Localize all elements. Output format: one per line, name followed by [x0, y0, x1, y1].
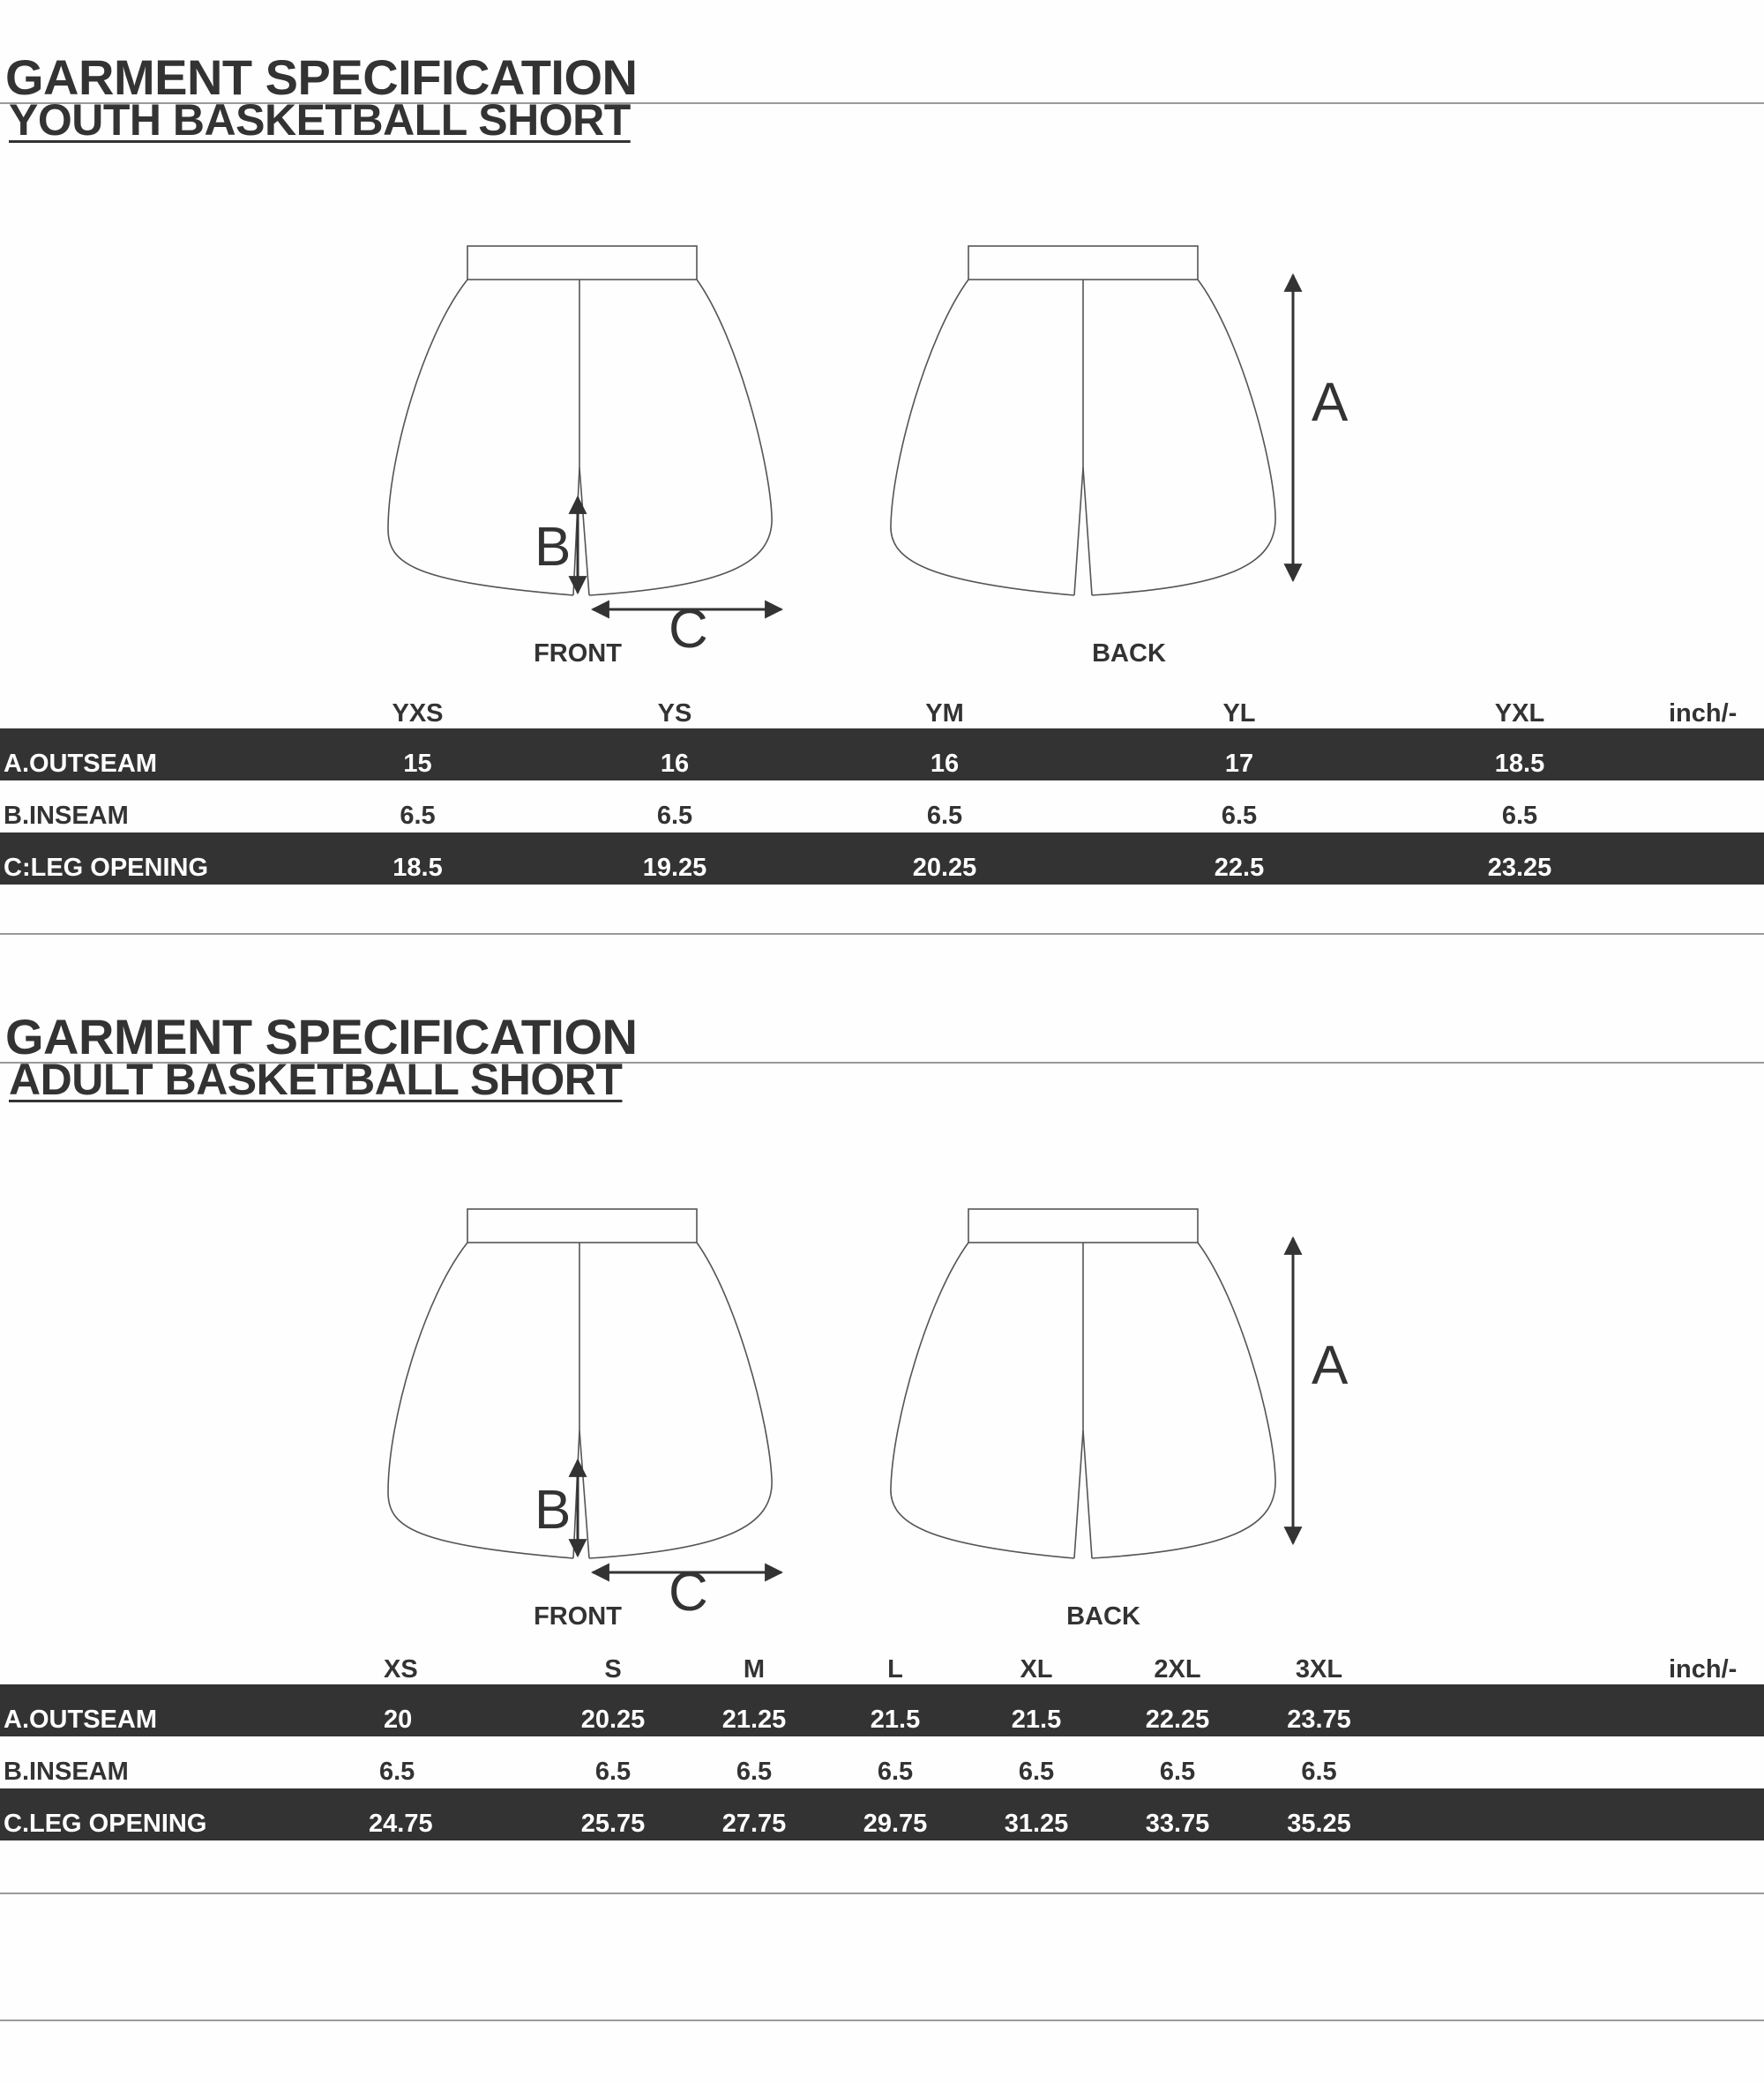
size-header: 2XL	[1154, 1655, 1201, 1684]
dim-letter-b: B	[534, 1480, 572, 1541]
table-cell: 22.5	[1214, 854, 1265, 882]
table-cell: 21.5	[1011, 1706, 1062, 1734]
row-label: A.OUTSEAM	[4, 750, 157, 778]
dim-letter-c: C	[669, 599, 708, 660]
section-subtitle: ADULT BASKETBALL SHORT	[9, 1055, 623, 1104]
table-cell-empty	[1390, 1788, 1665, 1840]
table-cell: 23.25	[1487, 854, 1552, 882]
table-cell-empty	[1390, 1684, 1665, 1736]
table-cell: 15	[403, 750, 432, 778]
table-row	[0, 1736, 1764, 1788]
table-cell: 23.75	[1287, 1706, 1351, 1734]
section-subtitle: YOUTH BASKETBALL SHORT	[9, 95, 631, 145]
header-blank	[0, 698, 271, 728]
section-title: GARMENT SPECIFICATION	[5, 1009, 638, 1064]
table-cell: 6.5	[594, 1758, 632, 1786]
size-header-row	[0, 1654, 1764, 1684]
front-short-outline	[388, 1209, 772, 1558]
size-header-row	[0, 698, 1764, 728]
table-cell: 16	[660, 750, 690, 778]
table-cell: 20.25	[912, 854, 977, 882]
size-header: XS	[384, 1655, 418, 1684]
size-header: YXS	[392, 699, 444, 728]
table-row	[0, 780, 1764, 832]
row-label: B.INSEAM	[4, 1758, 129, 1786]
header-blank	[0, 1654, 259, 1684]
front-short-outline	[388, 246, 772, 595]
table-cell: 6.5	[736, 1758, 773, 1786]
size-header: M	[743, 1655, 766, 1684]
table-row	[0, 1684, 1764, 1736]
table-cell: 35.25	[1287, 1810, 1351, 1838]
adult-spec-section	[0, 959, 1764, 1921]
table-cell: 22.25	[1145, 1706, 1210, 1734]
size-chart-table	[0, 698, 1764, 885]
table-cell: 6.5	[926, 802, 963, 830]
size-header: XL	[1020, 1655, 1053, 1684]
section-end-rule	[0, 1893, 1764, 1894]
table-cell: 6.5	[1018, 1758, 1055, 1786]
table-cell-empty	[1665, 1736, 1764, 1788]
row-label: B.INSEAM	[4, 802, 129, 830]
table-cell: 29.75	[863, 1810, 928, 1838]
table-cell: 18.5	[1494, 750, 1545, 778]
size-header: YL	[1222, 699, 1256, 728]
dim-letter-c: C	[669, 1562, 708, 1623]
section-end-rule	[0, 933, 1764, 935]
table-cell: 6.5	[400, 802, 436, 830]
table-cell: 6.5	[379, 1758, 415, 1786]
section-title: GARMENT SPECIFICATION	[5, 49, 638, 105]
row-label: A.OUTSEAM	[4, 1706, 157, 1734]
table-cell: 18.5	[392, 854, 443, 882]
table-cell-empty	[1390, 1736, 1665, 1788]
table-cell: 24.75	[369, 1810, 433, 1838]
size-header: 3XL	[1295, 1655, 1343, 1684]
row-label: C.LEG OPENING	[4, 1810, 207, 1838]
garment-drawing-svg	[0, 0, 1764, 688]
table-cell: 16	[930, 750, 960, 778]
back-short-outline	[891, 246, 1275, 595]
table-cell: 6.5	[1159, 1758, 1196, 1786]
table-cell: 27.75	[721, 1810, 787, 1838]
dim-letter-b: B	[534, 517, 572, 578]
table-cell: 6.5	[1221, 802, 1258, 830]
table-cell: 6.5	[1301, 1758, 1337, 1786]
back-view-label: BACK	[1092, 639, 1166, 668]
table-cell: 20.25	[580, 1706, 646, 1734]
back-view-label: BACK	[1066, 1602, 1140, 1631]
table-cell: 21.25	[721, 1706, 787, 1734]
size-header: YS	[657, 699, 692, 728]
header-blank	[1390, 1654, 1665, 1684]
table-row	[0, 832, 1764, 885]
garment-drawing-svg	[0, 959, 1764, 1647]
table-cell: 33.75	[1145, 1810, 1210, 1838]
dim-letter-a: A	[1312, 1335, 1349, 1396]
table-cell-empty	[1665, 728, 1764, 780]
size-header: YM	[925, 699, 964, 728]
table-row	[0, 728, 1764, 780]
dim-letter-a: A	[1312, 372, 1349, 433]
table-cell: 17	[1224, 750, 1254, 778]
table-cell: 21.5	[870, 1706, 921, 1734]
page-bottom-rule	[0, 2020, 1764, 2021]
table-cell: 6.5	[656, 802, 693, 830]
table-cell-empty	[1665, 832, 1764, 885]
table-cell: 31.25	[1004, 1810, 1069, 1838]
front-view-label: FRONT	[534, 639, 622, 668]
table-cell-empty	[1665, 1788, 1764, 1840]
table-cell-empty	[1665, 780, 1764, 832]
table-cell: 19.25	[642, 854, 707, 882]
back-short-outline	[891, 1209, 1275, 1558]
table-cell: 25.75	[580, 1810, 646, 1838]
front-view-label: FRONT	[534, 1602, 622, 1631]
table-cell: 6.5	[877, 1758, 914, 1786]
garment-drawing	[0, 0, 1764, 688]
unit-label: inch/-	[1669, 1655, 1738, 1684]
row-label: C:LEG OPENING	[4, 854, 209, 882]
table-cell: 6.5	[1501, 802, 1538, 830]
size-header: S	[604, 1655, 622, 1684]
size-header: YXL	[1494, 699, 1545, 728]
unit-label: inch/-	[1669, 699, 1738, 728]
table-row	[0, 1788, 1764, 1840]
size-header: L	[887, 1655, 903, 1684]
youth-spec-section	[0, 0, 1764, 961]
table-cell-empty	[1665, 1684, 1764, 1736]
garment-drawing	[0, 959, 1764, 1647]
size-chart-table	[0, 1654, 1764, 1840]
table-cell: 20	[384, 1706, 413, 1734]
